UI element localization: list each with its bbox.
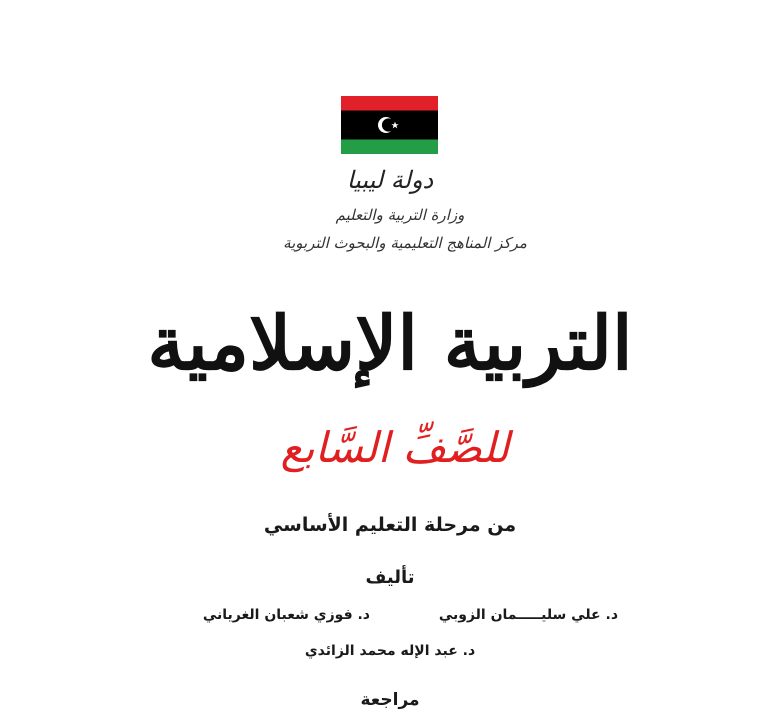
state-name: دولة ليبيا: [346, 166, 434, 194]
libya-flag: [341, 96, 438, 154]
author-name: د. فوزي شعبان الغرياني: [202, 607, 370, 623]
ministry-name: وزارة التربية والتعليم: [335, 206, 465, 224]
review-label: مراجعة: [360, 690, 420, 710]
author-name: د. علي سليـــــمان الزوبي: [438, 607, 618, 623]
flag-red-stripe: [341, 96, 438, 111]
authoring-label: تأليف: [365, 567, 415, 588]
flag-graphic: [341, 96, 438, 154]
education-stage: من مرحلة التعليم الأساسي: [263, 514, 517, 536]
book-subject-title: التربية الإسلامية: [147, 301, 633, 387]
curriculum-center-name: مركز المناهج التعليمية والبحوث التربوية: [283, 234, 527, 252]
flag-green-stripe: [341, 140, 438, 155]
author-name: د. عبد الإله محمد الزائدي: [304, 643, 476, 659]
grade-title: للصَّفِّ السَّابع: [280, 423, 510, 472]
